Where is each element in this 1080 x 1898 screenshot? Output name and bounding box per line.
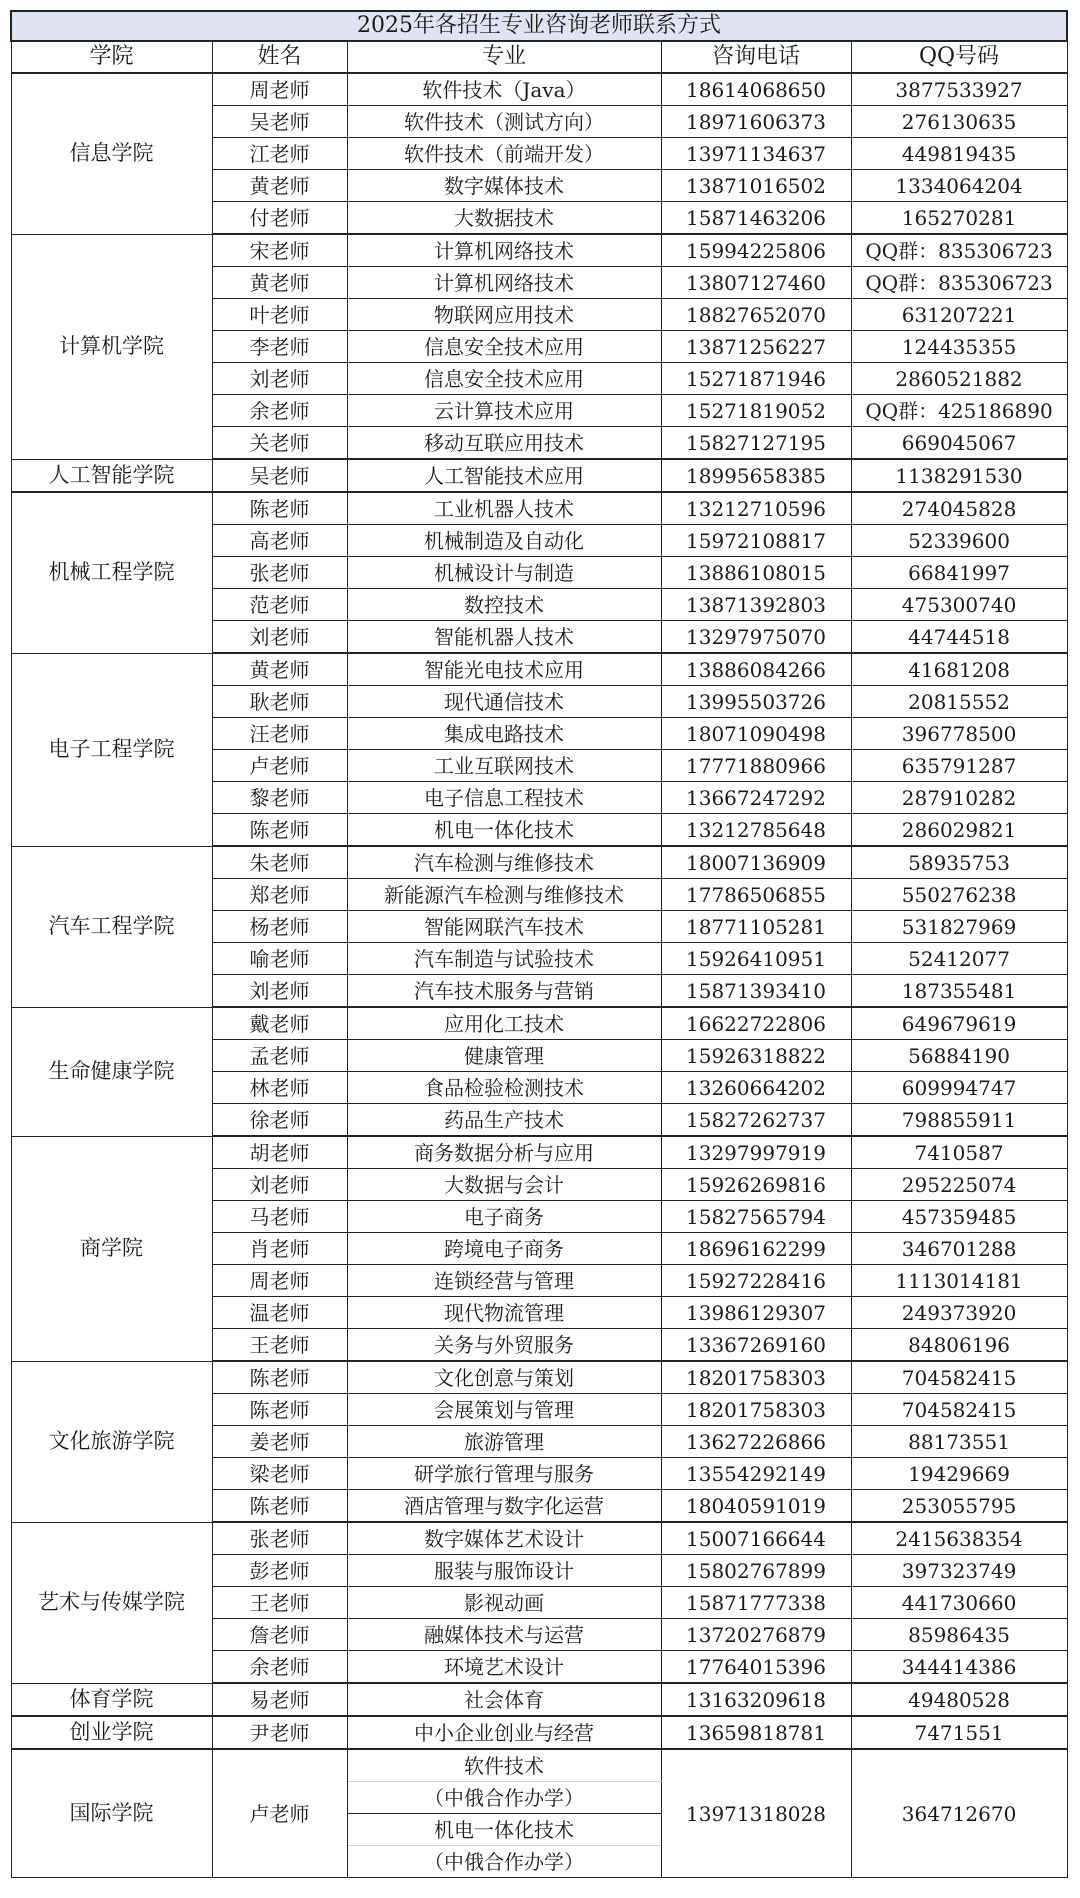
phone-cell: 13163209618 — [661, 1683, 851, 1716]
phone-cell: 15926410951 — [661, 943, 851, 975]
teacher-name-cell: 朱老师 — [212, 846, 347, 879]
phone-cell: 17764015396 — [661, 1651, 851, 1684]
teacher-name-cell: 陈老师 — [212, 1490, 347, 1523]
teacher-name-cell: 尹老师 — [212, 1716, 347, 1749]
teacher-name-cell: 吴老师 — [212, 459, 347, 492]
teacher-name-cell: 李老师 — [212, 331, 347, 363]
qq-cell: 52412077 — [851, 943, 1067, 975]
major-cell: 新能源汽车检测与维修技术 — [347, 879, 661, 911]
qq-cell: 124435355 — [851, 331, 1067, 363]
header-row — [11, 41, 1067, 73]
qq-cell: 58935753 — [851, 846, 1067, 879]
major-cell: 信息安全技术应用 — [347, 331, 661, 363]
header-phone: 咨询电话 — [661, 41, 851, 73]
phone-cell: 18971606373 — [661, 106, 851, 138]
teacher-name-cell: 王老师 — [212, 1329, 347, 1362]
college-cell: 商学院 — [11, 1136, 212, 1361]
major-line-cell: 软件技术 — [347, 1749, 661, 1782]
teacher-name-cell: 刘老师 — [212, 363, 347, 395]
qq-cell: 704582415 — [851, 1394, 1067, 1426]
college-cell: 电子工程学院 — [11, 653, 212, 846]
phone-cell: 15271871946 — [661, 363, 851, 395]
teacher-name-cell: 黄老师 — [212, 653, 347, 686]
major-cell: 数字媒体艺术设计 — [347, 1522, 661, 1555]
teacher-name-cell: 吴老师 — [212, 106, 347, 138]
teacher-name-cell: 孟老师 — [212, 1040, 347, 1072]
phone-cell: 16622722806 — [661, 1007, 851, 1040]
teacher-name-cell: 汪老师 — [212, 718, 347, 750]
qq-cell: 396778500 — [851, 718, 1067, 750]
major-cell: 电子信息工程技术 — [347, 782, 661, 814]
teacher-name-cell: 张老师 — [212, 557, 347, 589]
major-cell: 汽车检测与维修技术 — [347, 846, 661, 879]
qq-cell: 397323749 — [851, 1555, 1067, 1587]
header-qq: QQ号码 — [851, 41, 1067, 73]
teacher-name-cell: 陈老师 — [212, 1394, 347, 1426]
major-cell: 商务数据分析与应用 — [347, 1136, 661, 1169]
phone-cell: 15926269816 — [661, 1169, 851, 1201]
phone-cell: 18771105281 — [661, 911, 851, 943]
phone-cell: 13871392803 — [661, 589, 851, 621]
qq-cell: 1138291530 — [851, 459, 1067, 492]
major-cell: 药品生产技术 — [347, 1104, 661, 1137]
qq-cell: 346701288 — [851, 1233, 1067, 1265]
major-cell: 软件技术（前端开发） — [347, 138, 661, 170]
college-cell: 汽车工程学院 — [11, 846, 212, 1007]
contact-sheet — [10, 10, 1066, 1878]
phone-cell: 15007166644 — [661, 1522, 851, 1555]
phone-cell: 18827652070 — [661, 299, 851, 331]
major-cell: 电子商务 — [347, 1201, 661, 1233]
table-row — [11, 1136, 1067, 1169]
phone-cell: 15827262737 — [661, 1104, 851, 1137]
phone-cell: 15827565794 — [661, 1201, 851, 1233]
qq-cell: 7471551 — [851, 1716, 1067, 1749]
college-cell: 人工智能学院 — [11, 459, 212, 492]
phone-cell: 13995503726 — [661, 686, 851, 718]
phone-cell: 17786506855 — [661, 879, 851, 911]
phone-cell: 15994225806 — [661, 234, 851, 267]
qq-cell: 274045828 — [851, 492, 1067, 525]
teacher-name-cell: 杨老师 — [212, 911, 347, 943]
qq-cell: 249373920 — [851, 1297, 1067, 1329]
phone-cell: 15871463206 — [661, 202, 851, 235]
phone-cell: 13297997919 — [661, 1136, 851, 1169]
phone-cell: 13886084266 — [661, 653, 851, 686]
major-cell: 汽车技术服务与营销 — [347, 975, 661, 1008]
teacher-name-cell: 陈老师 — [212, 1361, 347, 1394]
qq-cell: 19429669 — [851, 1458, 1067, 1490]
qq-cell: 609994747 — [851, 1072, 1067, 1104]
phone-cell: 18040591019 — [661, 1490, 851, 1523]
teacher-name-cell: 刘老师 — [212, 1169, 347, 1201]
major-cell: 跨境电子商务 — [347, 1233, 661, 1265]
qq-cell: QQ群：835306723 — [851, 267, 1067, 299]
major-cell: 智能光电技术应用 — [347, 653, 661, 686]
teacher-name-cell: 马老师 — [212, 1201, 347, 1233]
qq-cell: 276130635 — [851, 106, 1067, 138]
major-cell: 云计算技术应用 — [347, 395, 661, 427]
phone-cell: 18201758303 — [661, 1361, 851, 1394]
phone-cell: 18696162299 — [661, 1233, 851, 1265]
major-cell: 信息安全技术应用 — [347, 363, 661, 395]
phone-cell: 13807127460 — [661, 267, 851, 299]
phone-cell: 18995658385 — [661, 459, 851, 492]
qq-cell: 44744518 — [851, 621, 1067, 654]
phone-cell: 18071090498 — [661, 718, 851, 750]
major-cell: 机电一体化技术 — [347, 814, 661, 847]
college-cell: 艺术与传媒学院 — [11, 1522, 212, 1683]
phone-cell: 13871016502 — [661, 170, 851, 202]
major-cell: 研学旅行管理与服务 — [347, 1458, 661, 1490]
qq-cell: 457359485 — [851, 1201, 1067, 1233]
teacher-name-cell: 徐老师 — [212, 1104, 347, 1137]
qq-cell: 7410587 — [851, 1136, 1067, 1169]
phone-cell: 18007136909 — [661, 846, 851, 879]
teacher-name-cell: 郑老师 — [212, 879, 347, 911]
table-row — [11, 846, 1067, 879]
teacher-name-cell: 胡老师 — [212, 1136, 347, 1169]
phone-cell: 15927228416 — [661, 1265, 851, 1297]
phone-cell: 13297975070 — [661, 621, 851, 654]
major-cell: 服装与服饰设计 — [347, 1555, 661, 1587]
teacher-name-cell: 高老师 — [212, 525, 347, 557]
phone-cell: 13871256227 — [661, 331, 851, 363]
major-cell: 连锁经营与管理 — [347, 1265, 661, 1297]
teacher-name-cell: 易老师 — [212, 1683, 347, 1716]
qq-cell: QQ群：835306723 — [851, 234, 1067, 267]
major-cell: 现代物流管理 — [347, 1297, 661, 1329]
qq-cell: 66841997 — [851, 557, 1067, 589]
phone-cell: 13260664202 — [661, 1072, 851, 1104]
table-row — [11, 1683, 1067, 1716]
major-cell: 移动互联应用技术 — [347, 427, 661, 460]
teacher-name-cell: 周老师 — [212, 73, 347, 106]
teacher-name-cell: 戴老师 — [212, 1007, 347, 1040]
teacher-name-cell: 肖老师 — [212, 1233, 347, 1265]
phone-cell: 15926318822 — [661, 1040, 851, 1072]
major-cell: 健康管理 — [347, 1040, 661, 1072]
qq-cell: 56884190 — [851, 1040, 1067, 1072]
table-row — [11, 459, 1067, 492]
phone-cell: 13667247292 — [661, 782, 851, 814]
qq-cell: 295225074 — [851, 1169, 1067, 1201]
major-cell: 影视动画 — [347, 1587, 661, 1619]
teacher-name-cell: 范老师 — [212, 589, 347, 621]
qq-cell: 2860521882 — [851, 363, 1067, 395]
qq-cell: 704582415 — [851, 1361, 1067, 1394]
teacher-name-cell: 詹老师 — [212, 1619, 347, 1651]
major-cell: 中小企业创业与经营 — [347, 1716, 661, 1749]
college-cell: 体育学院 — [11, 1683, 212, 1716]
teacher-name-cell: 梁老师 — [212, 1458, 347, 1490]
teacher-name-cell: 叶老师 — [212, 299, 347, 331]
major-cell: 社会体育 — [347, 1683, 661, 1716]
qq-cell: 52339600 — [851, 525, 1067, 557]
teacher-name-cell: 黄老师 — [212, 267, 347, 299]
phone-cell: 13212785648 — [661, 814, 851, 847]
phone-cell: 15972108817 — [661, 525, 851, 557]
phone-cell: 18201758303 — [661, 1394, 851, 1426]
qq-cell: 2415638354 — [851, 1522, 1067, 1555]
major-cell: 大数据与会计 — [347, 1169, 661, 1201]
major-cell: 文化创意与策划 — [347, 1361, 661, 1394]
teacher-name-cell: 周老师 — [212, 1265, 347, 1297]
table-row — [11, 1007, 1067, 1040]
phone-cell: 13971318028 — [661, 1749, 851, 1878]
phone-cell: 18614068650 — [661, 73, 851, 106]
major-cell: 机械设计与制造 — [347, 557, 661, 589]
qq-cell: 1334064204 — [851, 170, 1067, 202]
teacher-name-cell: 林老师 — [212, 1072, 347, 1104]
teacher-name-cell: 刘老师 — [212, 975, 347, 1008]
qq-cell: 669045067 — [851, 427, 1067, 460]
teacher-name-cell: 陈老师 — [212, 492, 347, 525]
header-major: 专业 — [347, 41, 661, 73]
title-row — [11, 11, 1067, 41]
qq-cell: 531827969 — [851, 911, 1067, 943]
phone-cell: 13554292149 — [661, 1458, 851, 1490]
major-cell: 工业互联网技术 — [347, 750, 661, 782]
phone-cell: 15827127195 — [661, 427, 851, 460]
qq-cell: 287910282 — [851, 782, 1067, 814]
qq-cell: 253055795 — [851, 1490, 1067, 1523]
qq-cell: QQ群：425186890 — [851, 395, 1067, 427]
phone-cell: 13720276879 — [661, 1619, 851, 1651]
major-cell: 会展策划与管理 — [347, 1394, 661, 1426]
qq-cell: 798855911 — [851, 1104, 1067, 1137]
major-cell: 食品检验检测技术 — [347, 1072, 661, 1104]
major-cell: 集成电路技术 — [347, 718, 661, 750]
qq-cell: 187355481 — [851, 975, 1067, 1008]
teacher-name-cell: 王老师 — [212, 1587, 347, 1619]
table-row — [11, 73, 1067, 106]
qq-cell: 88173551 — [851, 1426, 1067, 1458]
teacher-name-cell: 卢老师 — [212, 1749, 347, 1878]
major-cell: 应用化工技术 — [347, 1007, 661, 1040]
qq-cell: 49480528 — [851, 1683, 1067, 1716]
phone-cell: 13212710596 — [661, 492, 851, 525]
major-cell: 人工智能技术应用 — [347, 459, 661, 492]
teacher-name-cell: 关老师 — [212, 427, 347, 460]
major-cell: 智能网联汽车技术 — [347, 911, 661, 943]
college-cell: 机械工程学院 — [11, 492, 212, 653]
qq-cell: 475300740 — [851, 589, 1067, 621]
major-cell: 现代通信技术 — [347, 686, 661, 718]
table-body — [11, 73, 1067, 1878]
qq-cell: 635791287 — [851, 750, 1067, 782]
phone-cell: 13986129307 — [661, 1297, 851, 1329]
major-cell: 汽车制造与试验技术 — [347, 943, 661, 975]
table-row — [11, 492, 1067, 525]
major-cell: 软件技术（测试方向） — [347, 106, 661, 138]
table-row — [11, 1522, 1067, 1555]
major-cell: 关务与外贸服务 — [347, 1329, 661, 1362]
table-row — [11, 1749, 1067, 1782]
qq-cell: 550276238 — [851, 879, 1067, 911]
table-row — [11, 653, 1067, 686]
teacher-name-cell: 陈老师 — [212, 814, 347, 847]
phone-cell: 15802767899 — [661, 1555, 851, 1587]
teacher-name-cell: 卢老师 — [212, 750, 347, 782]
table-row — [11, 234, 1067, 267]
qq-cell: 286029821 — [851, 814, 1067, 847]
page-title: 2025年各招生专业咨询老师联系方式 — [11, 11, 1067, 41]
phone-cell: 15871393410 — [661, 975, 851, 1008]
teacher-name-cell: 姜老师 — [212, 1426, 347, 1458]
major-cell: 环境艺术设计 — [347, 1651, 661, 1684]
qq-cell: 364712670 — [851, 1749, 1067, 1878]
teacher-name-cell: 黄老师 — [212, 170, 347, 202]
college-cell: 计算机学院 — [11, 234, 212, 459]
college-cell: 创业学院 — [11, 1716, 212, 1749]
teacher-name-cell: 付老师 — [212, 202, 347, 235]
teacher-name-cell: 余老师 — [212, 395, 347, 427]
qq-cell: 20815552 — [851, 686, 1067, 718]
qq-cell: 3877533927 — [851, 73, 1067, 106]
phone-cell: 15271819052 — [661, 395, 851, 427]
college-cell: 信息学院 — [11, 73, 212, 234]
teacher-name-cell: 宋老师 — [212, 234, 347, 267]
major-cell: 数控技术 — [347, 589, 661, 621]
header-name: 姓名 — [212, 41, 347, 73]
qq-cell: 441730660 — [851, 1587, 1067, 1619]
header-college: 学院 — [11, 41, 212, 73]
major-cell: 计算机网络技术 — [347, 267, 661, 299]
teacher-name-cell: 喻老师 — [212, 943, 347, 975]
major-cell: 计算机网络技术 — [347, 234, 661, 267]
qq-cell: 344414386 — [851, 1651, 1067, 1684]
table-row — [11, 1361, 1067, 1394]
major-cell: 大数据技术 — [347, 202, 661, 235]
phone-cell: 13367269160 — [661, 1329, 851, 1362]
phone-cell: 13971134637 — [661, 138, 851, 170]
major-cell: 酒店管理与数字化运营 — [347, 1490, 661, 1523]
teacher-name-cell: 余老师 — [212, 1651, 347, 1684]
teacher-name-cell: 刘老师 — [212, 621, 347, 654]
major-cell: 融媒体技术与运营 — [347, 1619, 661, 1651]
qq-cell: 84806196 — [851, 1329, 1067, 1362]
major-cell: 物联网应用技术 — [347, 299, 661, 331]
major-line-cell: 机电一体化技术 — [347, 1814, 661, 1846]
phone-cell: 17771880966 — [661, 750, 851, 782]
phone-cell: 15871777338 — [661, 1587, 851, 1619]
phone-cell: 13886108015 — [661, 557, 851, 589]
major-cell: 软件技术（Java） — [347, 73, 661, 106]
major-cell: 机械制造及自动化 — [347, 525, 661, 557]
qq-cell: 85986435 — [851, 1619, 1067, 1651]
teacher-name-cell: 耿老师 — [212, 686, 347, 718]
qq-cell: 649679619 — [851, 1007, 1067, 1040]
qq-cell: 631207221 — [851, 299, 1067, 331]
major-cell: 数字媒体技术 — [347, 170, 661, 202]
major-cell: 旅游管理 — [347, 1426, 661, 1458]
phone-cell: 13659818781 — [661, 1716, 851, 1749]
teacher-name-cell: 彭老师 — [212, 1555, 347, 1587]
qq-cell: 1113014181 — [851, 1265, 1067, 1297]
college-cell: 国际学院 — [11, 1749, 212, 1878]
qq-cell: 41681208 — [851, 653, 1067, 686]
qq-cell: 165270281 — [851, 202, 1067, 235]
contact-table — [10, 10, 1068, 1878]
qq-cell: 449819435 — [851, 138, 1067, 170]
major-cell: 智能机器人技术 — [347, 621, 661, 654]
phone-cell: 13627226866 — [661, 1426, 851, 1458]
major-line-cell: （中俄合作办学） — [347, 1782, 661, 1814]
college-cell: 文化旅游学院 — [11, 1361, 212, 1522]
major-cell: 工业机器人技术 — [347, 492, 661, 525]
major-line-cell: （中俄合作办学） — [347, 1846, 661, 1878]
teacher-name-cell: 温老师 — [212, 1297, 347, 1329]
teacher-name-cell: 张老师 — [212, 1522, 347, 1555]
teacher-name-cell: 江老师 — [212, 138, 347, 170]
table-row — [11, 1716, 1067, 1749]
teacher-name-cell: 黎老师 — [212, 782, 347, 814]
college-cell: 生命健康学院 — [11, 1007, 212, 1136]
